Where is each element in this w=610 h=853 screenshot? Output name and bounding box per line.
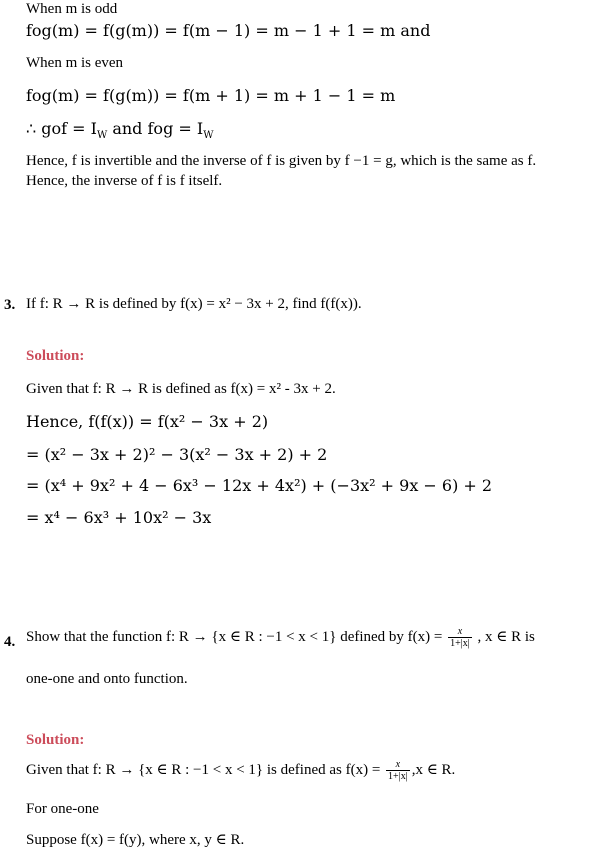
q4-solution-part-a: Given that f: R → {x ∈ R : −1 < x < 1} is defined as f(x) = <box>26 761 385 778</box>
q4-question-fraction <box>448 626 472 649</box>
q4-solution-line-2: For one-one <box>26 801 99 817</box>
q4-solution-line-1 <box>26 759 455 782</box>
q3-solution-line-5: = x⁴ − 6x³ + 10x² − 3x <box>26 508 212 527</box>
q4-question-part-a: Show that the function f: R → {x ∈ R : −1 < x < 1} defined by f(x) = <box>26 628 447 645</box>
identity-sub2: W <box>203 130 214 142</box>
question-3-number: 3. <box>4 297 16 313</box>
line-identity <box>26 121 213 141</box>
fraction-denominator: 1+|x| <box>388 771 408 782</box>
identity-sub1: W <box>96 130 108 142</box>
line-hence-invertible: Hence, f is invertible and the inverse of f is given by f −1 = g, which is the same as f. <box>26 153 537 169</box>
question-4-solution-label: Solution: <box>26 732 85 748</box>
line-m-odd: When m is odd <box>26 1 118 17</box>
fraction-numerator: x <box>386 759 410 771</box>
question-4-text-continued: one-one and onto function. <box>26 671 188 687</box>
line-fog-odd: fog(m) = f(g(m)) = f(m − 1) = m − 1 + 1 = m and <box>26 21 431 40</box>
line-fog-even: fog(m) = f(g(m)) = f(m + 1) = m + 1 − 1 = m <box>26 86 396 105</box>
q3-solution-line-3: = (x² − 3x + 2)² − 3(x² − 3x + 2) + 2 <box>26 445 328 464</box>
q4-solution-part-b: ,x ∈ R. <box>411 761 456 778</box>
question-3-text: If f: R → R is defined by f(x) = x² − 3x + 2, find f(f(x)). <box>26 296 362 312</box>
q3-solution-line-1: Given that f: R → R is defined as f(x) = x² - 3x + 2. <box>26 381 336 397</box>
question-4-text <box>26 626 535 649</box>
identity-part1: ∴ gof = I <box>26 119 97 138</box>
q3-solution-line-4: = (x⁴ + 9x² + 4 − 6x³ − 12x + 4x²) + (−3x² + 9x − 6) + 2 <box>26 476 493 495</box>
q3-solution-line-2: Hence, f(f(x)) = f(x² − 3x + 2) <box>26 412 269 431</box>
fraction-numerator: x <box>448 626 472 638</box>
line-m-even: When m is even <box>26 55 124 71</box>
q4-question-part-b: , x ∈ R is <box>473 628 535 645</box>
fraction-denominator: 1+|x| <box>450 638 470 649</box>
question-3-solution-label: Solution: <box>26 348 85 364</box>
q4-solution-line-3: Suppose f(x) = f(y), where x, y ∈ R. <box>26 832 245 848</box>
line-hence-inverse: Hence, the inverse of f is f itself. <box>26 173 223 189</box>
identity-part2: and fog = I <box>107 119 204 138</box>
q4-solution-fraction <box>386 759 410 782</box>
question-4-number: 4. <box>4 634 16 650</box>
